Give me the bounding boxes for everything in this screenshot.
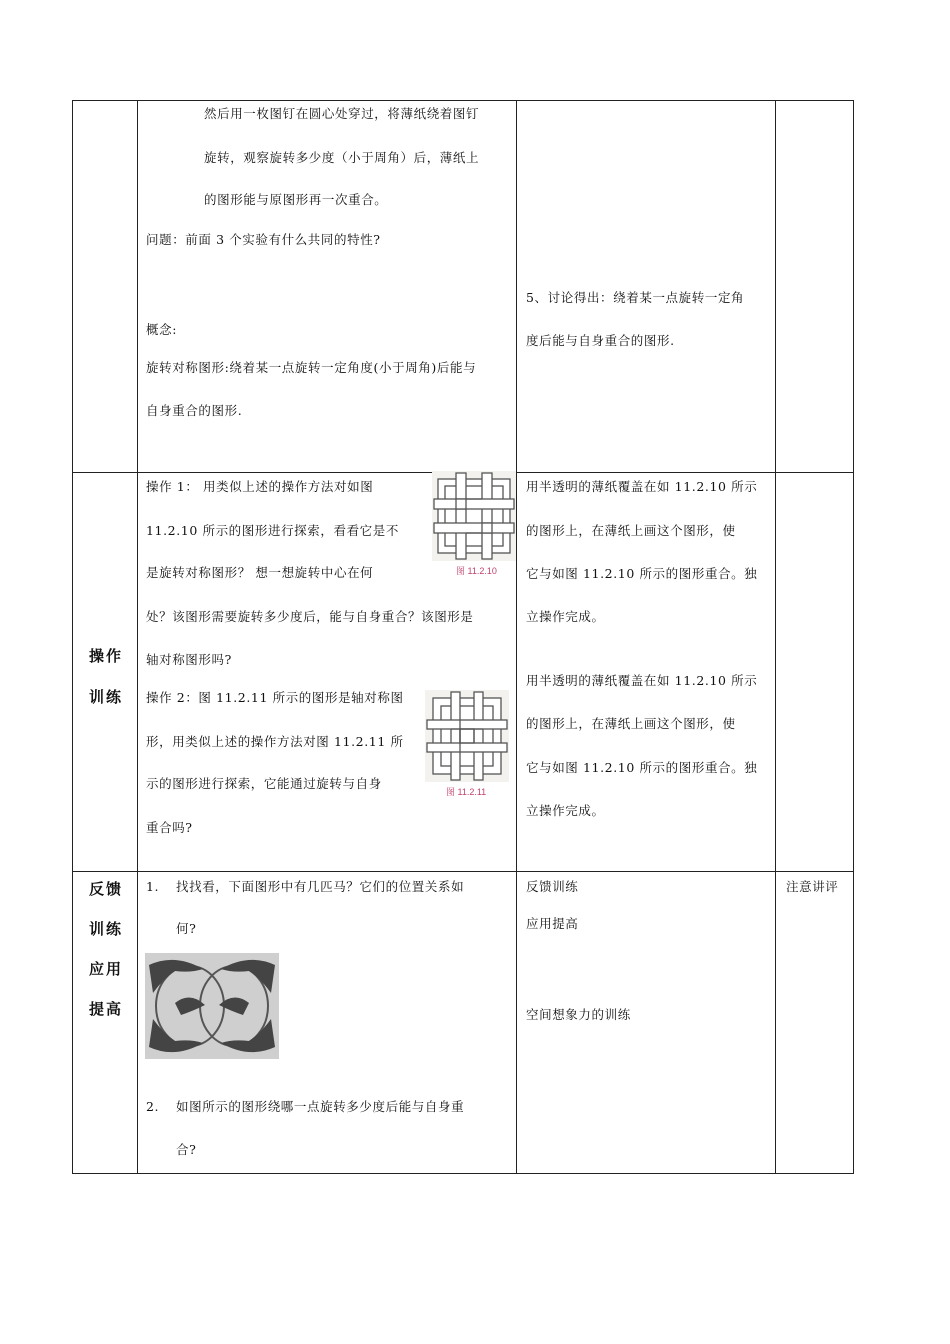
student-activity-text: 它与如图 11.2.10 所示的图形重合。独 xyxy=(526,760,758,775)
operation-1-text: 操作 1： 用类似上述的操作方法对如图 xyxy=(146,479,374,494)
operation-2-text: 示的图形进行探索，它能通过旋转与自身 xyxy=(146,776,382,791)
student-activity-text: 它与如图 11.2.10 所示的图形重合。独 xyxy=(526,566,758,581)
column-divider-2 xyxy=(516,100,517,1174)
horses-picture xyxy=(145,953,279,1059)
concept-heading: 概念: xyxy=(146,322,178,337)
question-number: 2. xyxy=(146,1099,160,1114)
figure-11-2-10 xyxy=(432,471,516,561)
section-label: 应用 xyxy=(89,960,124,978)
section-label: 提高 xyxy=(89,1000,124,1018)
table-border-bottom xyxy=(72,1173,854,1174)
student-activity-text: 应用提高 xyxy=(526,916,579,931)
table-border-right xyxy=(853,100,854,1174)
concept-definition: 自身重合的图形. xyxy=(146,403,243,418)
table-border-top xyxy=(72,100,854,101)
section-label: 反馈 xyxy=(89,880,124,898)
column-divider-1 xyxy=(137,100,138,1174)
teacher-note: 注意讲评 xyxy=(786,879,839,894)
question-2-text: 如图所示的图形绕哪一点旋转多少度后能与自身重 xyxy=(176,1099,465,1114)
student-activity-text: 用半透明的薄纸覆盖在如 11.2.10 所示 xyxy=(526,479,758,494)
operation-1-text: 处？该图形需要旋转多少度后，能与自身重合？该图形是 xyxy=(146,609,474,624)
operation-1-text: 是旋转对称图形？ 想一想旋转中心在何 xyxy=(146,565,374,580)
student-activity-text: 立操作完成。 xyxy=(526,609,605,624)
operation-1-text: 轴对称图形吗? xyxy=(146,652,232,667)
question-2-text: 合? xyxy=(176,1142,197,1157)
student-activity-text: 反馈训练 xyxy=(526,879,579,894)
student-activity-text: 的图形上，在薄纸上画这个图形，使 xyxy=(526,716,736,731)
question-number: 1. xyxy=(146,879,160,894)
section-label: 训练 xyxy=(89,920,124,938)
content-line: 然后用一枚图钉在圆心处穿过，将薄纸绕着图钉 xyxy=(204,106,480,121)
section-label: 操作 xyxy=(89,647,124,665)
content-line: 的图形能与原图形再一次重合。 xyxy=(204,192,388,207)
student-activity-text: 5、讨论得出：绕着某一点旋转一定角 xyxy=(526,290,745,305)
operation-2-text: 操作 2：图 11.2.11 所示的图形是轴对称图 xyxy=(146,690,404,705)
operation-2-text: 重合吗? xyxy=(146,820,193,835)
question-text: 问题：前面 3 个实验有什么共同的特性? xyxy=(146,232,381,247)
operation-1-text: 11.2.10 所示的图形进行探索，看看它是不 xyxy=(146,523,399,538)
figure-caption: 图 11.2.10 xyxy=(456,566,497,576)
student-activity-text: 的图形上，在薄纸上画这个图形，使 xyxy=(526,523,736,538)
column-divider-3 xyxy=(775,100,776,1174)
table-border-left xyxy=(72,100,73,1174)
student-activity-text: 立操作完成。 xyxy=(526,803,605,818)
row-divider-2 xyxy=(72,871,854,872)
figure-caption: 图 11.2.11 xyxy=(446,787,487,797)
question-1-text: 找找看，下面图形中有几匹马？它们的位置关系如 xyxy=(176,879,465,894)
student-activity-text: 度后能与自身重合的图形. xyxy=(526,333,675,348)
figure-11-2-11 xyxy=(425,690,509,782)
section-label: 训练 xyxy=(89,688,124,706)
question-1-text: 何? xyxy=(176,921,197,936)
content-line: 旋转，观察旋转多少度（小于周角）后，薄纸上 xyxy=(204,150,480,165)
concept-definition: 旋转对称图形:绕着某一点旋转一定角度(小于周角)后能与 xyxy=(146,360,477,375)
student-activity-text: 用半透明的薄纸覆盖在如 11.2.10 所示 xyxy=(526,673,758,688)
student-activity-text: 空间想象力的训练 xyxy=(526,1007,631,1022)
operation-2-text: 形，用类似上述的操作方法对图 11.2.11 所 xyxy=(146,734,404,749)
